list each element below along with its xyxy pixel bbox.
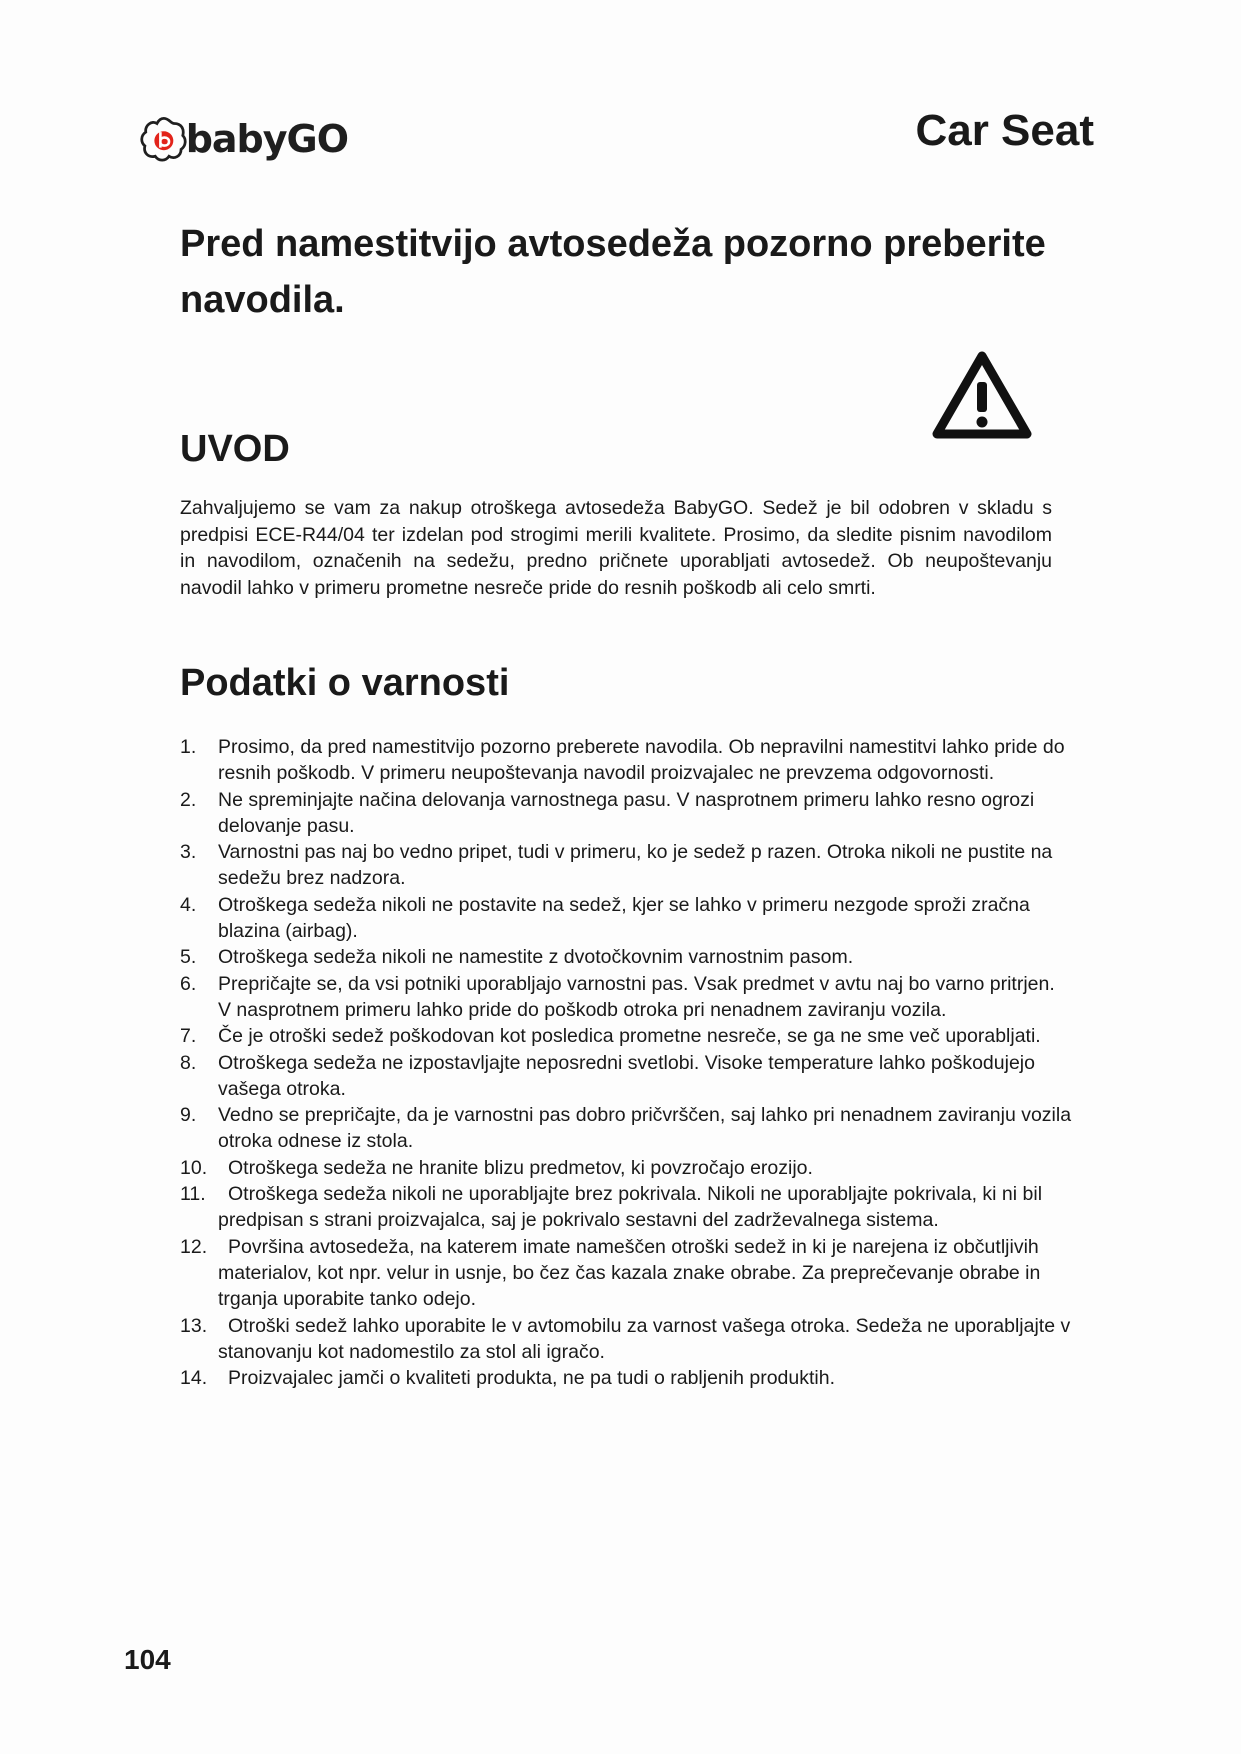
list-number: 6. (180, 972, 197, 995)
list-text: Otroškega sedeža ne izpostavljajte neposredni svetlobi. Visoke temperature lahko poškodujejo vašega otroka. (218, 1051, 1035, 1100)
list-text: Prosimo, da pred namestitvijo pozorno preberete navodila. Ob nepravilni namestitvi lahko pride do resnih poškodb. V primeru neupoštevanja navodil proizvajalec ne prevzema odgovornosti. (218, 736, 1065, 785)
list-text: Vedno se prepričajte, da je varnostni pas dobro pričvrščen, saj lahko pri nenadnem zaviranju vozila otroka odnese iz stola. (218, 1104, 1072, 1153)
list-number: 7. (180, 1025, 197, 1048)
babygo-logo (138, 108, 348, 170)
list-item (180, 787, 1072, 840)
list-item (180, 1023, 1072, 1049)
logo-text: babyGO (185, 117, 348, 161)
list-item (180, 1155, 1072, 1181)
list-text: Otroškega sedeža nikoli ne uporabljajte brez pokrivala. Nikoli ne uporabljajte pokrivala, ki ni bil predpisan s strani proizvajalca, saj je pokrivalo sestavni del zadrževalnega sistema. (218, 1183, 1043, 1232)
list-number: 14. (180, 1367, 208, 1390)
list-item (180, 1234, 1072, 1313)
list-text: Prepričajte se, da vsi potniki uporabljajo varnostni pas. Vsak predmet v avtu naj bo varno pritrjen. V nasprotnem primeru lahko pride do poškodb otroka pri nenadnem zaviranju vozila. (218, 972, 1055, 1021)
safety-list (180, 734, 1072, 1391)
list-item (180, 734, 1072, 787)
list-item (180, 944, 1072, 970)
header-title: Car Seat (915, 106, 1094, 155)
intro-paragraph: Zahvaljujemo se vam za nakup otroškega avtosedeža BabyGO. Sedež je bil odobren v skladu s predpisi ECE-R44/04 ter izdelan pod strogimi merili kvalitete. Prosimo, da sledite pisnim navodilom in navodilom, označenih na sedežu, predno pričnete uporabljati avtosedež. Ob neupoštevanju navodil lahko v primeru prometne nesreče pride do resnih poškodb ali celo smrti. (180, 497, 1052, 599)
list-number: 9. (180, 1104, 197, 1127)
list-item (180, 839, 1072, 892)
list-number: 13. (180, 1314, 208, 1337)
list-text: Proizvajalec jamči o kvaliteti produkta, ne pa tudi o rabljenih produktih. (228, 1367, 835, 1390)
list-text: Varnostni pas naj bo vedno pripet, tudi v primeru, ko je sedež p razen. Otroka nikoli ne pustite na sedežu brez nadzora. (218, 841, 1053, 890)
warning-triangle-icon (932, 350, 1032, 440)
list-item (180, 971, 1072, 1024)
list-text: Otroškega sedeža ne hranite blizu predmetov, ki povzročajo erozijo. (228, 1156, 813, 1179)
list-text: Otroškega sedeža nikoli ne namestite z dvotočkovnim varnostnim pasom. (218, 946, 854, 969)
list-text: Otroškega sedeža nikoli ne postavite na sedež, kjer se lahko v primeru nezgode sproži zračna blazina (airbag). (218, 893, 1030, 943)
list-number: 1. (180, 736, 197, 758)
list-item (180, 1102, 1072, 1155)
list-number: 11. (180, 1183, 206, 1206)
intro-heading: UVOD (180, 428, 290, 470)
list-number: 2. (180, 788, 197, 811)
list-item (180, 892, 1072, 945)
list-text: Otroški sedež lahko uporabite le v avtomobilu za varnost vašega otroka. Sedeža ne uporabljajte v stanovanju kot nadomestilo za stol ali igračo. (218, 1314, 1071, 1363)
list-text: Ne spreminjajte načina delovanja varnostnega pasu. V nasprotnem primeru lahko resno ogrozi delovanje pasu. (218, 788, 1035, 837)
list-number: 5. (180, 946, 197, 969)
list-number: 12. (180, 1235, 208, 1258)
page-number: 104 (124, 1644, 171, 1675)
safety-heading: Podatki o varnosti (180, 662, 510, 704)
list-item (180, 1313, 1072, 1366)
list-text: Če je otroški sedež poškodovan kot posledica prometne nesreče, se ga ne sme več uporabljati. (218, 1025, 1041, 1048)
babygo-logo-icon (138, 109, 190, 169)
list-item (180, 1050, 1072, 1103)
list-number: 8. (180, 1051, 197, 1074)
list-number: 10. (180, 1156, 208, 1179)
list-item (180, 1365, 1072, 1391)
list-number: 3. (180, 841, 197, 864)
list-item (180, 1181, 1072, 1234)
main-heading: Pred namestitvijo avtosedeža pozorno preberite navodila. (180, 223, 1046, 321)
list-text: Površina avtosedeža, na katerem imate nameščen otroški sedež in ki je narejena iz občutljivih materialov, kot npr. velur in usnje, bo čez čas kazala znake obrabe. Za preprečevanje obrabe in trganja uporabite tanko odejo. (218, 1235, 1041, 1311)
list-number: 4. (180, 893, 197, 916)
